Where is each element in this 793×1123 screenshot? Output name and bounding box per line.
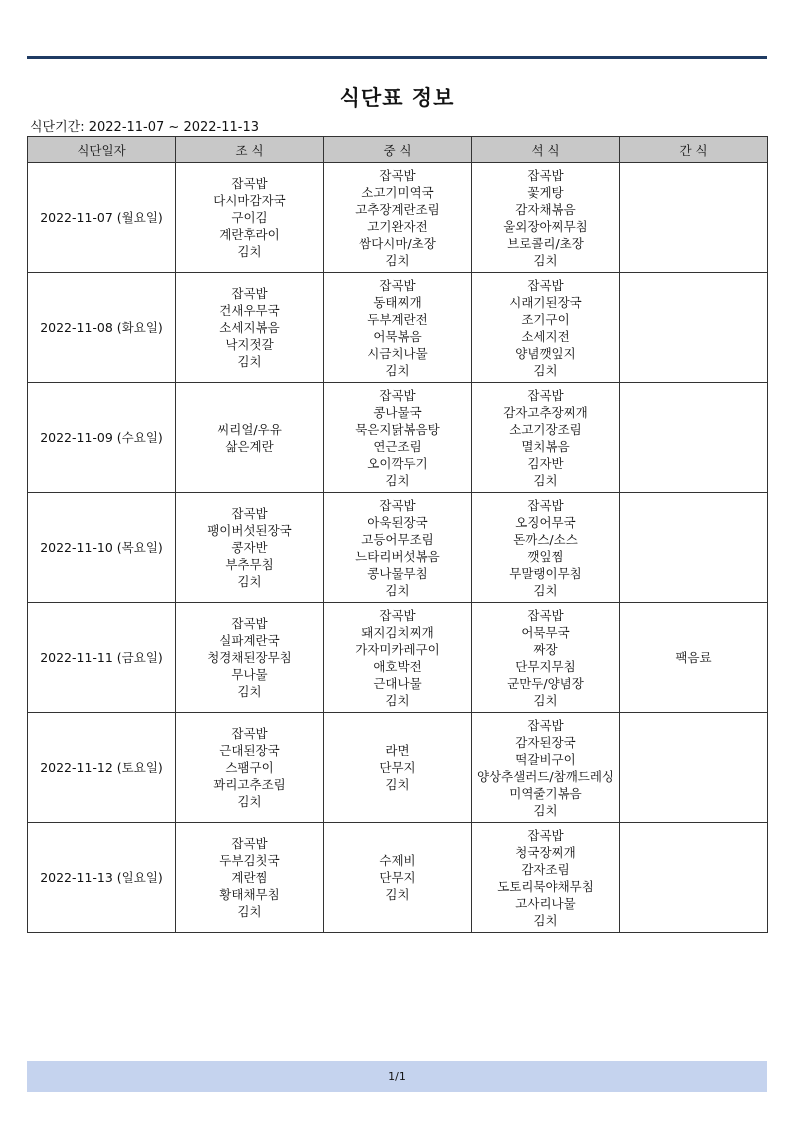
dish-item: 조기구이	[521, 311, 570, 327]
dish-item: 고등어무조림	[361, 531, 434, 547]
page-number: 1/1	[388, 1070, 406, 1083]
dish-item: 김치	[237, 794, 262, 809]
dinner-cell	[472, 383, 620, 493]
dish-item: 김치	[533, 252, 558, 268]
dish-item: 콩나물국	[373, 404, 422, 420]
dish-item: 구이김	[231, 210, 268, 225]
table-body	[28, 163, 768, 933]
dish-item: 감자고추장찌개	[503, 404, 588, 420]
dish-item: 콩자반	[231, 540, 268, 555]
dish-item: 잡곡밥	[231, 616, 268, 631]
dish-item: 멸치볶음	[521, 438, 570, 454]
table-row	[28, 603, 768, 713]
dish-item: 김치	[533, 802, 558, 818]
dish-item: 김치	[237, 574, 262, 589]
dish-item: 잡곡밥	[231, 836, 268, 851]
dish-item: 김치	[237, 684, 262, 699]
dish-item: 김치	[385, 887, 410, 902]
dish-item: 잡곡밥	[527, 497, 564, 513]
dish-item: 씨리얼/우유	[217, 421, 282, 437]
snack-cell	[620, 823, 768, 933]
date-cell: 2022-11-09 (수요일)	[28, 383, 176, 493]
dish-item: 단무지	[379, 870, 416, 885]
dish-item: 부추무침	[225, 557, 274, 572]
dish-item: 무나물	[231, 667, 268, 682]
dish-item: 양상추샐러드/참깨드레싱	[476, 768, 615, 784]
breakfast-cell	[176, 163, 324, 273]
dish-item: 양념깻잎지	[515, 345, 576, 361]
page-title: 식단표 정보	[339, 86, 455, 110]
dish-item: 짜장	[533, 641, 558, 657]
dish-item: 황태채무침	[219, 887, 280, 902]
dish-item: 팩음료	[675, 650, 712, 665]
dish-item: 잡곡밥	[231, 176, 268, 191]
dish-item: 삶은계란	[225, 438, 274, 454]
dish-item: 단무지무침	[515, 658, 576, 674]
dish-item: 잡곡밥	[527, 387, 564, 403]
dish-item: 계란후라이	[219, 227, 280, 242]
breakfast-cell	[176, 273, 324, 383]
dish-item: 근대나물	[373, 675, 422, 691]
breakfast-cell	[176, 493, 324, 603]
dish-item: 오이깍두기	[367, 455, 428, 471]
dish-item: 단무지	[379, 760, 416, 775]
dish-item: 돈까스/소스	[513, 531, 578, 547]
dish-item: 김치	[533, 912, 558, 928]
lunch-cell	[324, 603, 472, 713]
dish-item: 미역줄기볶음	[509, 785, 582, 801]
dish-item: 시금치나물	[367, 345, 428, 361]
dish-item: 건새우무국	[219, 303, 280, 318]
table-row	[28, 273, 768, 383]
top-rule	[27, 56, 767, 59]
snack-cell	[620, 383, 768, 493]
snack-cell	[620, 493, 768, 603]
dinner-cell	[472, 823, 620, 933]
dish-item: 소세지전	[521, 328, 570, 344]
dish-item: 잡곡밥	[379, 497, 416, 513]
dish-item: 브로콜리/초장	[507, 235, 584, 251]
dish-item: 감자조림	[521, 861, 570, 877]
dish-item: 어묵볶음	[373, 328, 422, 344]
column-header-dinner: 석 식	[472, 137, 620, 163]
dish-item: 김치	[533, 692, 558, 708]
date-cell: 2022-11-08 (화요일)	[28, 273, 176, 383]
dish-item: 아욱된장국	[367, 514, 428, 530]
snack-cell	[620, 163, 768, 273]
dish-item: 김치	[533, 472, 558, 488]
column-header-date: 식단일자	[28, 137, 176, 163]
dinner-cell	[472, 163, 620, 273]
dish-item: 낙지젓갈	[225, 337, 274, 352]
dish-item: 연근조림	[373, 438, 422, 454]
dish-item: 김치	[385, 252, 410, 268]
dish-item: 잡곡밥	[527, 717, 564, 733]
dish-item: 김치	[237, 244, 262, 259]
dish-item: 돼지김치찌개	[361, 624, 434, 640]
dish-item: 잡곡밥	[379, 607, 416, 623]
dish-item: 김치	[237, 904, 262, 919]
dish-item: 다시마감자국	[213, 193, 286, 208]
dish-item: 잡곡밥	[231, 506, 268, 521]
table-row	[28, 383, 768, 493]
dinner-cell	[472, 273, 620, 383]
dish-item: 깻잎찜	[527, 548, 564, 564]
lunch-cell	[324, 383, 472, 493]
table-row	[28, 163, 768, 273]
meal-table	[27, 136, 768, 933]
dinner-cell	[472, 493, 620, 603]
date-cell: 2022-11-13 (일요일)	[28, 823, 176, 933]
dinner-cell	[472, 713, 620, 823]
dish-item: 콩나물무침	[367, 565, 428, 581]
dish-item: 잡곡밥	[231, 286, 268, 301]
table-row	[28, 493, 768, 603]
dish-item: 두부계란전	[367, 311, 428, 327]
date-cell: 2022-11-11 (금요일)	[28, 603, 176, 713]
dish-item: 떡갈비구이	[515, 751, 576, 767]
dish-item: 쌈다시마/초장	[359, 235, 436, 251]
lunch-cell	[324, 493, 472, 603]
lunch-cell	[324, 163, 472, 273]
dish-item: 오징어무국	[515, 514, 576, 530]
dish-item: 잡곡밥	[379, 277, 416, 293]
dish-item: 잡곡밥	[527, 167, 564, 183]
dish-item: 라면	[385, 743, 410, 758]
dish-item: 소세지볶음	[219, 320, 280, 335]
dish-item: 감자된장국	[515, 734, 576, 750]
dish-item: 실파계란국	[219, 633, 280, 648]
date-cell: 2022-11-07 (월요일)	[28, 163, 176, 273]
table-header-row	[28, 137, 768, 163]
dish-item: 잡곡밥	[231, 726, 268, 741]
dish-item: 스팸구이	[225, 760, 274, 775]
dish-item: 계란찜	[231, 870, 268, 885]
dish-item: 두부김칫국	[219, 853, 280, 868]
dish-item: 고추장계란조림	[355, 201, 440, 217]
dish-item: 팽이버섯된장국	[207, 523, 292, 538]
meal-period: 식단기간: 2022-11-07 ~ 2022-11-13	[30, 120, 260, 135]
dish-item: 김치	[385, 582, 410, 598]
date-cell: 2022-11-10 (목요일)	[28, 493, 176, 603]
dish-item: 꽃게탕	[527, 184, 564, 200]
dish-item: 김치	[533, 582, 558, 598]
dish-item: 고사리나물	[515, 895, 576, 911]
dish-item: 김치	[533, 362, 558, 378]
dish-item: 울외장아찌무침	[503, 218, 588, 234]
dish-item: 김치	[385, 777, 410, 792]
column-header-lunch: 중 식	[324, 137, 472, 163]
dish-item: 묵은지닭볶음탕	[355, 421, 440, 437]
dish-item: 느타리버섯볶음	[355, 548, 440, 564]
breakfast-cell	[176, 823, 324, 933]
dish-item: 군만두/양념장	[507, 675, 584, 691]
breakfast-cell	[176, 383, 324, 493]
dish-item: 꽈리고추조림	[213, 777, 286, 792]
snack-cell	[620, 713, 768, 823]
dish-item: 애호박전	[373, 658, 422, 674]
column-header-snack: 간 식	[620, 137, 768, 163]
dish-item: 잡곡밥	[527, 277, 564, 293]
dish-item: 김자반	[527, 455, 564, 471]
dish-item: 소고기미역국	[361, 184, 434, 200]
snack-cell	[620, 603, 768, 713]
dish-item: 김치	[385, 472, 410, 488]
dish-item: 감자채볶음	[515, 201, 576, 217]
date-cell: 2022-11-12 (토요일)	[28, 713, 176, 823]
lunch-cell	[324, 713, 472, 823]
dish-item: 김치	[385, 692, 410, 708]
dish-item: 잡곡밥	[379, 167, 416, 183]
dish-item: 청경채된장무침	[207, 650, 292, 665]
dish-item: 고기완자전	[367, 218, 428, 234]
lunch-cell	[324, 273, 472, 383]
dish-item: 수제비	[379, 853, 416, 868]
dish-item: 근대된장국	[219, 743, 280, 758]
breakfast-cell	[176, 603, 324, 713]
dish-item: 동태찌개	[373, 294, 422, 310]
dish-item: 어묵무국	[521, 624, 570, 640]
dish-item: 청국장찌개	[515, 844, 576, 860]
dinner-cell	[472, 603, 620, 713]
dish-item: 무말랭이무침	[509, 565, 582, 581]
table-row	[28, 713, 768, 823]
breakfast-cell	[176, 713, 324, 823]
table-row	[28, 823, 768, 933]
snack-cell	[620, 273, 768, 383]
page-footer	[27, 1061, 767, 1092]
dish-item: 잡곡밥	[527, 607, 564, 623]
dish-item: 잡곡밥	[379, 387, 416, 403]
dish-item: 김치	[385, 362, 410, 378]
lunch-cell	[324, 823, 472, 933]
dish-item: 시래기된장국	[509, 294, 582, 310]
dish-item: 도토리묵야채무침	[497, 878, 594, 894]
column-header-breakfast: 조 식	[176, 137, 324, 163]
dish-item: 잡곡밥	[527, 827, 564, 843]
dish-item: 가자미카레구이	[355, 641, 440, 657]
dish-item: 김치	[237, 354, 262, 369]
dish-item: 소고기장조림	[509, 421, 582, 437]
